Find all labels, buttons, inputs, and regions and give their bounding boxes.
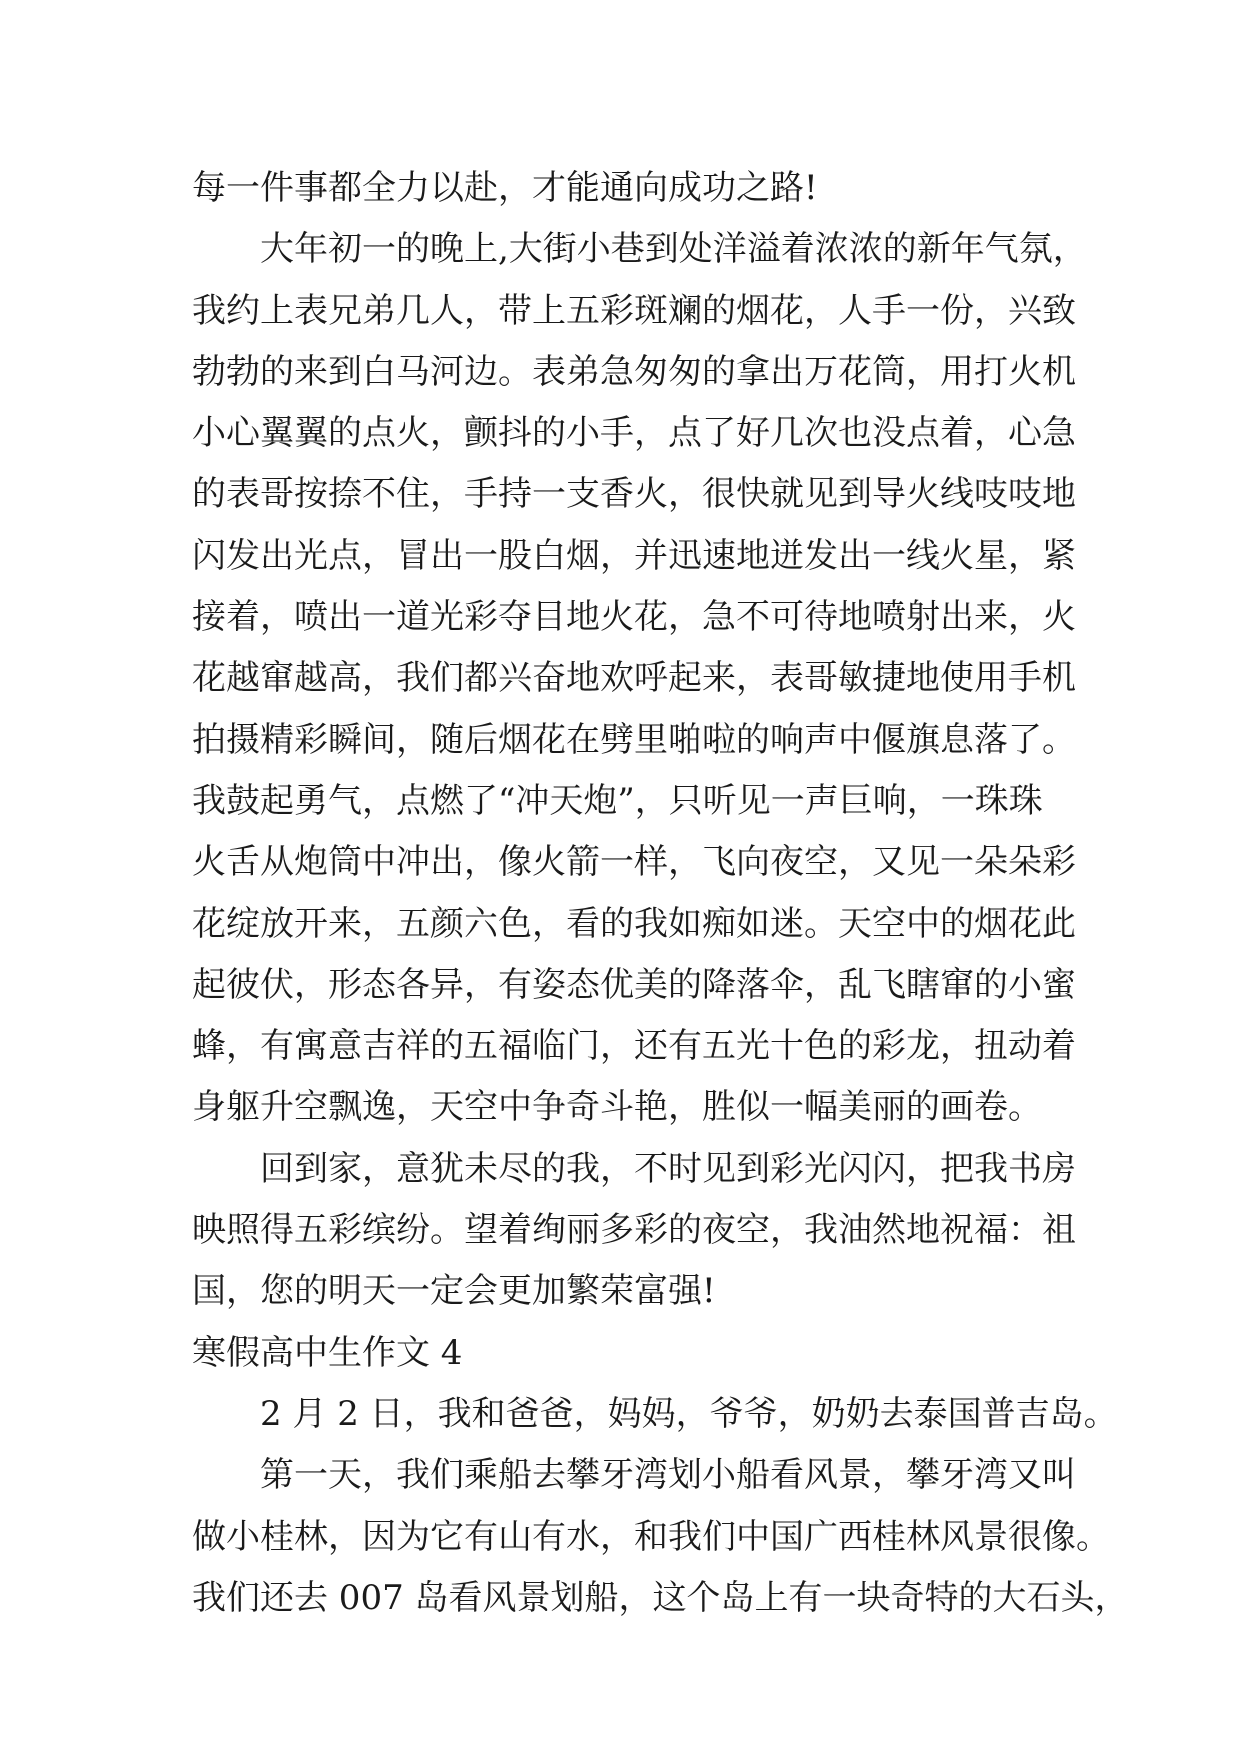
text-line: 我约上表兄弟几人，带上五彩斑斓的烟花，人手一份，兴致 xyxy=(192,290,1076,331)
text-line: 拍摄精彩瞬间，随后烟花在劈里啪啦的响声中偃旗息落了。 xyxy=(192,719,1076,760)
text-line: 国，您的明天一定会更加繁荣富强! xyxy=(192,1271,716,1312)
text-line: 我们还去 007 岛看风景划船，这个岛上有一块奇特的大石头， xyxy=(192,1577,1129,1618)
text-line: 蜂，有寓意吉祥的五福临门，还有五光十色的彩龙，扭动着 xyxy=(192,1026,1076,1067)
text-line: 映照得五彩缤纷。望着绚丽多彩的夜空，我油然地祝福：祖 xyxy=(192,1210,1076,1251)
text-line: 起彼伏，形态各异，有姿态优美的降落伞，乱飞瞎窜的小蜜 xyxy=(192,964,1076,1005)
section-heading: 寒假高中生作文 4 xyxy=(192,1332,463,1373)
text-line: 闪发出光点，冒出一股白烟，并迅速地迸发出一线火星，紧 xyxy=(192,535,1076,576)
text-line: 身躯升空飘逸，天空中争奇斗艳，胜似一幅美丽的画卷。 xyxy=(192,1087,1042,1128)
paragraph-start-line: 2 月 2 日，我和爸爸，妈妈，爷爷，奶奶去泰国普吉岛。 xyxy=(260,1393,1118,1434)
text-line: 的表哥按捺不住，手持一支香火，很快就见到导火线吱吱地 xyxy=(192,474,1076,515)
text-line: 接着，喷出一道光彩夺目地火花，急不可待地喷射出来，火 xyxy=(192,597,1076,638)
text-line: 小心翼翼的点火，颤抖的小手，点了好几次也没点着，心急 xyxy=(192,413,1076,454)
paragraph-start-line: 大年初一的晚上,大街小巷到处洋溢着浓浓的新年气氛， xyxy=(260,229,1087,270)
text-line: 勃勃的来到白马河边。表弟急匆匆的拿出万花筒，用打火机 xyxy=(192,351,1076,392)
text-line: 我鼓起勇气，点燃了“冲天炮”，只听见一声巨响，一珠珠 xyxy=(192,780,1043,821)
text-line: 花越窜越高，我们都兴奋地欢呼起来，表哥敏捷地使用手机 xyxy=(192,658,1076,699)
text-line: 每一件事都全力以赴，才能通向成功之路! xyxy=(192,168,818,208)
paragraph-start-line: 回到家，意犹未尽的我，不时见到彩光闪闪，把我书房 xyxy=(260,1148,1076,1189)
text-line: 花绽放开来，五颜六色，看的我如痴如迷。天空中的烟花此 xyxy=(192,903,1076,944)
text-line: 做小桂林，因为它有山有水，和我们中国广西桂林风景很像。 xyxy=(192,1516,1110,1557)
text-line: 火舌从炮筒中冲出，像火箭一样，飞向夜空，又见一朵朵彩 xyxy=(192,842,1076,883)
essay-text xyxy=(192,158,1129,1629)
paragraph-start-line: 第一天，我们乘船去攀牙湾划小船看风景，攀牙湾又叫 xyxy=(260,1455,1076,1496)
